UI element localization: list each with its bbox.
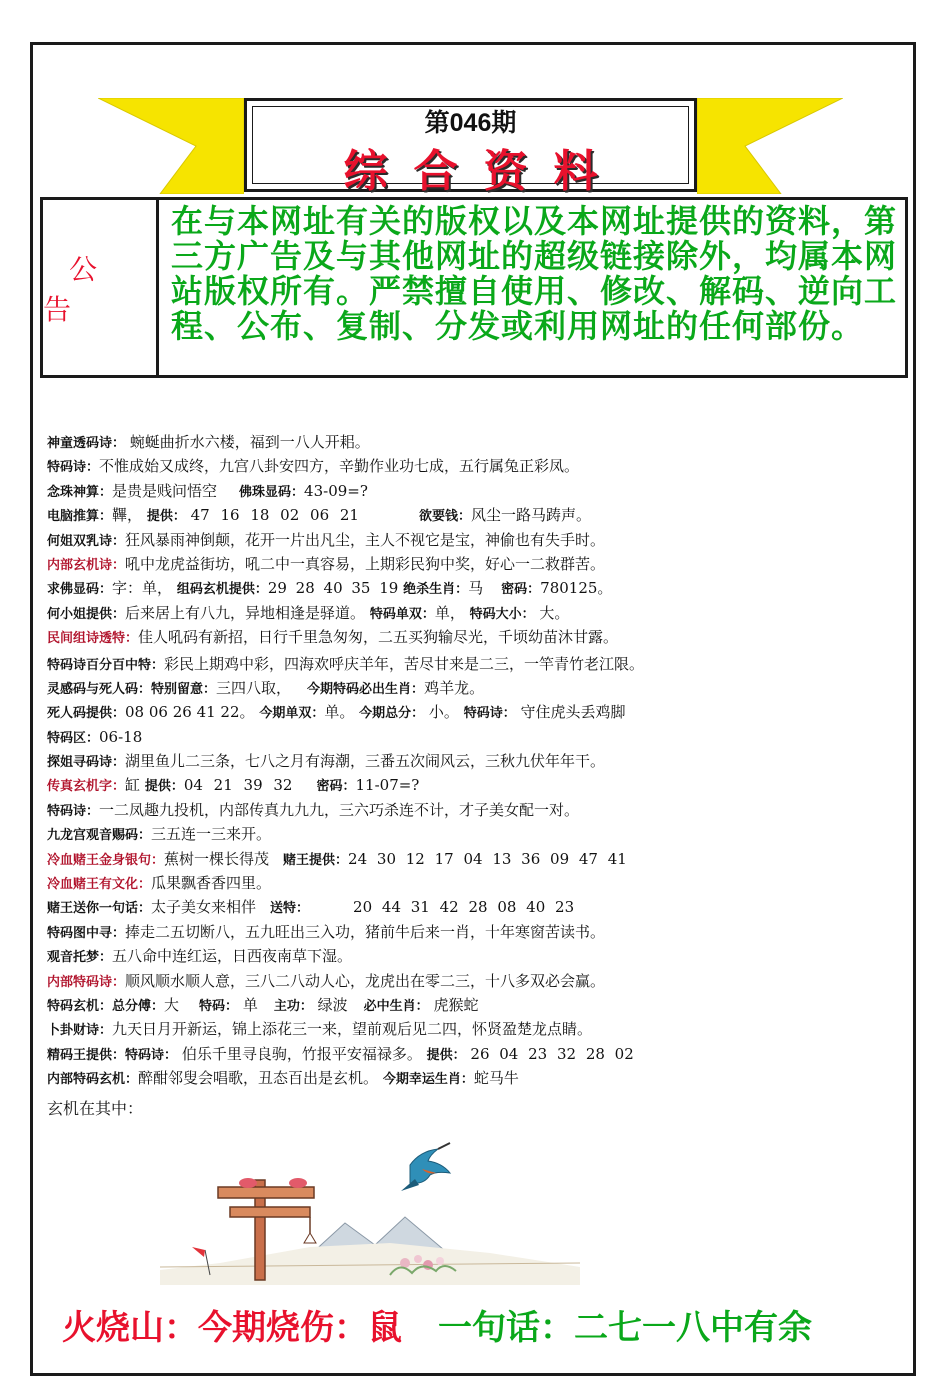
- line-text: 蜿蜒曲折水六楼，福到一八人开耜。: [129, 433, 370, 451]
- line-text: 26 04 23 32 28 02: [470, 1044, 634, 1063]
- list-item: [47, 503, 907, 527]
- footer-right: 一句话：二七一八中有余: [438, 1308, 812, 1348]
- line-text: 五八命中连红运，日西夜南草下湿。: [112, 947, 353, 966]
- list-item: [47, 552, 907, 576]
- line-label: 内部特码诗：: [47, 974, 126, 990]
- line-label: 求佛显码：: [47, 582, 113, 598]
- line-text: 大: [164, 995, 180, 1014]
- line-text: 风尘一路马踌声。: [471, 506, 592, 525]
- header-box: [244, 98, 697, 197]
- list-item: [47, 944, 907, 968]
- line-text: 24 30 12 17 04 13 36 09 47 41: [348, 849, 627, 868]
- list-item: [47, 993, 907, 1017]
- line-text: 鞸，: [112, 506, 143, 525]
- list-item: [47, 676, 907, 700]
- line-text: 47 16 18 02 06 21: [190, 506, 359, 525]
- line-text: 11-07=?: [355, 776, 420, 795]
- line-label: 今期单双：: [259, 706, 325, 722]
- list-item: [47, 528, 907, 552]
- line-label: 特码诗：: [463, 706, 516, 722]
- line-label: 卜卦财诗：: [47, 1023, 113, 1039]
- issue-number: 第046期: [424, 109, 517, 137]
- left-ribbon: [98, 98, 244, 194]
- line-label: 赌王送你一句话：: [47, 901, 152, 917]
- list-item: [47, 969, 907, 993]
- list-item: [47, 871, 907, 895]
- line-label: 今期总分：: [359, 706, 425, 722]
- list-item: [47, 847, 907, 871]
- line-label: 提供：: [426, 1047, 466, 1063]
- list-item: [47, 1042, 907, 1066]
- line-label: 特码图中寻：: [47, 925, 126, 941]
- line-label: 何小姐提供：: [47, 606, 126, 622]
- right-ribbon: [697, 98, 843, 194]
- list-item: [47, 895, 907, 919]
- line-text: 后来居上有八九，异地相逢是驿道。: [125, 603, 366, 622]
- line-text: 吼中龙虎益街坊，吼二中一真容易，上期彩民狗中奖，好心一二救群苦。: [125, 554, 606, 573]
- line-label: 民间组诗透特：: [47, 631, 139, 647]
- illustration: [160, 1135, 580, 1285]
- line-label: 主功：: [273, 998, 313, 1014]
- line-text: 绿波: [317, 995, 348, 1014]
- line-label: 内部特码玄机：: [47, 1072, 139, 1088]
- line-label: 今期特码必出生肖：: [307, 681, 425, 697]
- list-item: [47, 479, 907, 503]
- line-text: 佳人吼码有新招，日行千里急匆匆，二五买狗输尽光，千顷幼苗沐甘露。: [138, 628, 619, 647]
- list-item: [47, 454, 907, 478]
- list-item: [47, 700, 907, 724]
- line-text: 彩民上期鸡中彩，四海欢呼庆羊年，苦尽甘来是二三，一竿青竹老江限。: [164, 654, 645, 673]
- notice-text: 在与本网址有关的版权以及本网址提供的资料，第三方广告及与其他网址的超级链接除外，均属本网站版权所有。严禁擅自使用、修改、解码、逆向工程、公布、复制、分发或利用网址的任何部份。: [171, 202, 898, 345]
- line-label: 神童透码诗：: [47, 436, 126, 451]
- footer-left: 火烧山：今期烧伤：鼠: [62, 1308, 402, 1348]
- line-label: 死人码提供：: [47, 706, 126, 722]
- line-label: 九龙宫观音赐码：: [47, 828, 152, 844]
- line-text: 大。: [539, 603, 570, 622]
- line-text: 蕉树一棵长得茂: [164, 849, 270, 868]
- line-label: 赌王提供：: [283, 852, 349, 868]
- line-text: 08 06 26 41 22。: [125, 703, 255, 722]
- line-label: 密码：: [501, 582, 541, 598]
- line-text: 醉酣邻叟会唱歌，丑态百出是玄机。: [138, 1069, 379, 1088]
- line-label: 总分傅：: [112, 998, 165, 1014]
- line-text: 鸡羊龙。: [424, 678, 485, 697]
- line-label: 特码诗：: [125, 1047, 178, 1063]
- line-text: 06-18: [99, 727, 143, 746]
- line-text: 43-09=?: [304, 481, 368, 500]
- list-item: [47, 920, 907, 944]
- line-label: 绝杀生肖：: [403, 582, 469, 598]
- line-label: 送特：: [270, 901, 310, 917]
- line-label: 特码诗：: [47, 803, 100, 819]
- line-text: 单，: [434, 603, 465, 622]
- notice-box: [40, 197, 908, 378]
- line-label: 精码王提供：: [47, 1047, 126, 1063]
- line-text: 瓜果飘香香四里。: [151, 874, 272, 893]
- line-label: 密码：: [316, 779, 356, 795]
- line-text: 04 21 39 32: [183, 776, 293, 795]
- line-label: 探姐寻码诗：: [47, 755, 126, 771]
- line-text: 20 44 31 42 28 08 40 23: [353, 898, 575, 917]
- line-text: 顺风顺水顺人意，三八二八动人心，龙虎出在零二三，十八多双必会赢。: [125, 971, 606, 990]
- xuanji-label: 玄机在其中：: [47, 1099, 144, 1118]
- line-text: 守住虎头丢鸡脚: [520, 703, 626, 722]
- line-label: 提供：: [146, 509, 186, 525]
- line-label: 特码大小：: [469, 606, 535, 622]
- line-text: 单: [242, 995, 258, 1014]
- line-label: 念珠神算：: [47, 484, 113, 500]
- line-label: 特码单双：: [369, 606, 435, 622]
- line-label: 特码诗：: [47, 460, 100, 476]
- line-label: 特码玄机：: [47, 998, 113, 1014]
- list-item: [47, 576, 907, 600]
- line-text: 小。: [428, 703, 459, 722]
- list-item: [47, 822, 907, 846]
- list-item: [47, 773, 907, 797]
- line-text: 缸: [125, 776, 141, 795]
- line-text: 是贵是贱问悟空: [112, 481, 218, 500]
- line-label: 观音托梦：: [47, 950, 113, 966]
- line-label: 组码玄机提供：: [176, 582, 268, 598]
- line-label: 特别留意：: [151, 681, 217, 697]
- list-item: [47, 798, 907, 822]
- line-label: 何姐双乳诗：: [47, 533, 126, 549]
- line-text: 虎猴蛇: [433, 995, 479, 1014]
- list-item: [47, 430, 907, 454]
- line-label: 冷血赌王金身银句：: [47, 852, 165, 868]
- list-item: [47, 725, 907, 749]
- mountains-icon: [160, 1217, 580, 1285]
- line-label: 灵感码与死人码：: [47, 681, 152, 697]
- list-item: [47, 1066, 907, 1090]
- line-text: 伯乐千里寻良驹，竹报平安福禄多。: [181, 1044, 422, 1063]
- line-label: 欲要钱：: [418, 509, 471, 525]
- notice-label-cell: [43, 200, 159, 375]
- line-text: 湖里鱼儿二三条，七八之月有海潮，三番五次闹风云，三秋九伏年年干。: [125, 752, 606, 771]
- line-text: 捧走二五切断八，五九旺出三入功，猪前牛后来一肖，十年寒窗苦读书。: [125, 922, 606, 941]
- line-text: 狂风暴雨神倒颠，花开一片出凡尘，主人不视它是宝，神偷也有失手时。: [125, 530, 606, 549]
- line-label: 今期幸运生肖：: [382, 1072, 474, 1088]
- line-label: 内部玄机诗：: [47, 557, 126, 573]
- line-label: 电脑推算：: [47, 509, 113, 525]
- notice-label: 公告: [43, 252, 124, 326]
- line-text: 不惟成始又成终，九宫八卦安四方，辛勤作业功七成，五行属兔正彩凤。: [99, 457, 580, 476]
- line-text: 字：单，: [112, 579, 173, 598]
- line-text: 29 28 40 35 19: [267, 579, 399, 598]
- line-label: 特码诗百分百中特：: [47, 657, 165, 673]
- line-text: 蛇马牛: [473, 1069, 519, 1088]
- line-label: 传真玄机字：: [47, 779, 126, 795]
- line-label: 特码：: [199, 998, 239, 1014]
- list-item: [47, 652, 907, 676]
- footer-line: [62, 1300, 812, 1349]
- line-text: 一二凤趣九投机，内部传真九九九，三六巧杀连不计，才子美女配一对。: [99, 800, 580, 819]
- list-item: [47, 625, 907, 649]
- line-text: 三四八取，: [216, 678, 292, 697]
- content-lines: [47, 430, 907, 1091]
- line-text: 太子美女来相伴: [151, 898, 257, 917]
- kingfisher-icon: [401, 1143, 450, 1191]
- line-text: 780125。: [540, 579, 613, 598]
- line-text: 九天日月开新运，锦上添花三一来，望前观后见二四，怀贤盈楚龙点睛。: [112, 1020, 593, 1039]
- line-text: 马: [468, 579, 484, 598]
- line-label: 提供：: [144, 779, 184, 795]
- line-label: 必中生肖：: [363, 998, 429, 1014]
- list-item: [47, 1017, 907, 1041]
- line-text: 单。: [324, 703, 355, 722]
- page-title: 综合资料: [343, 146, 624, 197]
- list-item: [47, 601, 907, 625]
- line-label: 特码区：: [47, 730, 100, 746]
- line-label: 佛珠显码：: [239, 484, 305, 500]
- line-label: 冷血赌王有文化：: [47, 877, 152, 893]
- list-item: [47, 749, 907, 773]
- line-text: 三五连一三来开。: [151, 825, 272, 844]
